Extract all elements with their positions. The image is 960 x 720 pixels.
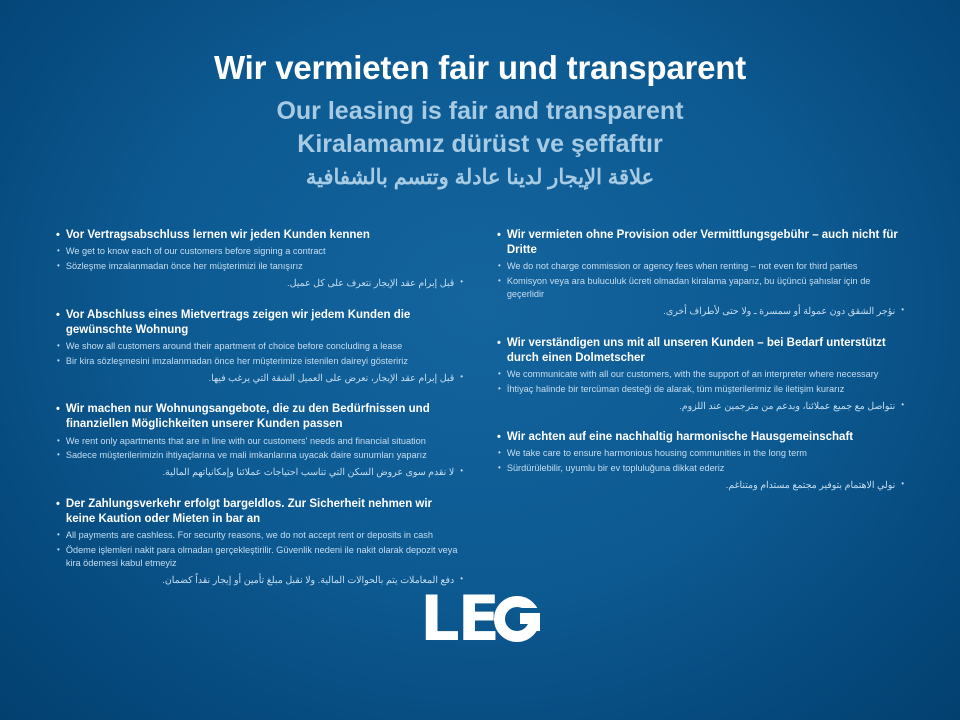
block-subline-arabic-text: نتواصل مع جميع عملائنا، وبدعم من مترجمين عند اللزوم. — [679, 399, 896, 411]
bullet-icon: • — [460, 466, 463, 476]
block-heading — [497, 336, 904, 366]
block-subline-arabic — [56, 371, 463, 385]
block-subline-arabic — [497, 478, 904, 492]
bullet-icon: • — [497, 336, 501, 349]
block-subline — [497, 383, 904, 396]
bullet-icon: • — [57, 261, 60, 271]
block-subline-arabic — [56, 276, 463, 290]
block-subline-arabic — [56, 465, 463, 479]
page-title-ar: علاقة الإيجار لدينا عادلة وتتسم بالشفافية — [305, 166, 655, 190]
bullet-icon: • — [57, 530, 60, 540]
block-subline-text: We do not charge commission or agency fees when renting – not even for third parties — [506, 261, 858, 272]
list-item — [56, 402, 463, 479]
page-title-tr: Kiralamamız dürüst ve şeffaftır — [297, 129, 663, 158]
list-item — [56, 497, 463, 587]
block-subline-text: İhtiyaç halinde bir tercüman desteği de alarak, tüm müşterilerimiz ile iletişim kurarız — [506, 383, 845, 394]
bullet-icon: • — [498, 368, 501, 378]
bullet-icon: • — [460, 371, 463, 381]
block-subline-text: Sözleşme imzalanmadan önce her müşterimizi ile tanışırız — [65, 261, 303, 272]
content-columns — [56, 228, 904, 587]
bullet-icon: • — [57, 545, 60, 555]
bullet-icon: • — [497, 229, 501, 241]
bullet-icon: • — [460, 573, 463, 583]
bullet-icon: • — [57, 246, 60, 256]
bullet-icon: • — [498, 276, 501, 286]
list-item — [497, 430, 904, 492]
block-subline — [56, 529, 463, 542]
bullet-icon: • — [498, 261, 501, 271]
block-subline — [497, 275, 904, 301]
block-subline — [56, 544, 463, 570]
block-subline-arabic-text: قبل إبرام عقد الإيجار، نعرض على العميل الشقة التي يرغب فيها. — [208, 371, 455, 383]
block-subline — [56, 449, 463, 462]
block-heading — [56, 308, 463, 338]
list-item — [497, 228, 904, 318]
bullet-icon: • — [56, 403, 60, 416]
block-heading — [497, 430, 904, 445]
list-item — [56, 308, 463, 385]
bullet-icon: • — [498, 383, 501, 393]
block-subline-arabic — [56, 573, 463, 587]
block-subline — [497, 260, 904, 273]
block-subline-text: Bir kira sözleşmesini imzalanmadan önce her müşterimize istenilen daireyi gösteririz — [65, 355, 408, 366]
bullet-icon: • — [57, 340, 60, 350]
right-column — [497, 228, 904, 587]
bullet-icon: • — [57, 450, 60, 460]
bullet-icon: • — [498, 448, 501, 458]
block-subline-arabic-text: دفع المعاملات يتم بالحوالات المالية. ولا نقبل مبلغ تأمين أو إيجار نقداً كضمان. — [162, 573, 455, 585]
block-subline — [56, 435, 463, 448]
block-subline — [497, 462, 904, 475]
block-subline-text: All payments are cashless. For security reasons, we do not accept rent or deposits in cash — [65, 530, 433, 541]
block-subline-text: Sadece müşterilerimizin ihtiyaçlarına ve mali imkanlarına uyacak daire sunumları yaparız — [65, 450, 427, 461]
block-subline-arabic-text: لا نقدم سوى عروض السكن التي تناسب احتياجات عملائنا وإمكانياتهم المالية. — [162, 466, 455, 478]
logo-text: LE — [420, 582, 498, 655]
list-item — [497, 336, 904, 413]
logo — [0, 582, 960, 655]
block-heading-text: Vor Vertragsabschluss lernen wir jeden Kunden kennen — [65, 229, 370, 241]
block-subline — [56, 340, 463, 353]
block-subline — [56, 260, 463, 273]
page-title-en: Our leasing is fair and transparent — [276, 96, 684, 125]
block-subline — [56, 355, 463, 368]
block-heading-text: Wir machen nur Wohnungsangebote, die zu den Bedürfnissen und finanziellen Möglichkeiten unserer Kunden passen — [65, 403, 430, 431]
bullet-icon: • — [57, 355, 60, 365]
bullet-icon: • — [497, 431, 501, 444]
block-subline — [56, 245, 463, 258]
block-subline-arabic — [497, 304, 904, 318]
left-column — [56, 228, 463, 587]
block-subline-text: Ödeme işlemleri nakit para olmadan gerçekleştirilir. Güvenlik nedeni ile nakit olarak depozit veya kira ödemesi kabul etmeyiz — [65, 545, 458, 569]
block-subline — [497, 447, 904, 460]
block-heading — [56, 497, 463, 527]
block-subline-text: We get to know each of our customers before signing a contract — [65, 246, 326, 257]
block-subline-text: Sürdürülebilir, uyumlu bir ev topluluğuna dikkat ederiz — [506, 463, 725, 474]
block-heading — [56, 228, 463, 243]
list-item — [56, 228, 463, 290]
block-subline-text: We communicate with all our customers, with the support of an interpreter where necessary — [506, 368, 879, 379]
heading-group — [0, 48, 960, 191]
block-subline-arabic-text: نؤجر الشقق دون عمولة أو سمسرة ـ ولا حتى لأطراف أخرى. — [663, 304, 896, 316]
block-subline-text: We rent only apartments that are in line with our customers' needs and financial situation — [65, 435, 426, 446]
block-subline-arabic-text: قبل إبرام عقد الإيجار نتعرف على كل عميل. — [287, 276, 455, 288]
leg-g-mark-icon — [494, 596, 540, 642]
bullet-icon: • — [901, 304, 904, 314]
block-subline-text: We take care to ensure harmonious housing communities in the long term — [506, 448, 807, 459]
bullet-icon: • — [56, 497, 60, 510]
bullet-icon: • — [57, 435, 60, 445]
bullet-icon: • — [901, 399, 904, 409]
page-title-de: Wir vermieten fair und transparent — [213, 49, 747, 86]
block-heading — [56, 402, 463, 432]
block-subline — [497, 368, 904, 381]
block-heading-text: Vor Abschluss eines Mietvertrags zeigen wir jedem Kunden die gewünschte Wohnung — [65, 308, 411, 336]
block-heading-text: Wir vermieten ohne Provision oder Vermittlungsgebühr – auch nicht für Dritte — [506, 229, 898, 257]
block-heading — [497, 228, 904, 258]
block-subline-arabic — [497, 399, 904, 413]
bullet-icon: • — [901, 479, 904, 489]
block-subline-text: Komisyon veya ara buluculuk ücreti olmadan kiralama yaparız, bu üçüncü şahıslar için de geçerlidir — [506, 276, 871, 300]
block-heading-text: Wir achten auf eine nachhaltig harmonische Hausgemeinschaft — [506, 431, 854, 444]
bullet-icon: • — [56, 229, 60, 241]
block-heading-text: Wir verständigen uns mit all unseren Kunden – bei Bedarf unterstützt durch einen Dolmetscher — [506, 336, 886, 364]
bullet-icon: • — [460, 276, 463, 286]
block-subline-arabic-text: نولي الاهتمام بتوفير مجتمع مستدام ومتناغم. — [725, 479, 896, 491]
logo-wrap — [420, 582, 540, 655]
bullet-icon: • — [56, 308, 60, 321]
bullet-icon: • — [498, 463, 501, 473]
block-subline-text: We show all customers around their apartment of choice before concluding a lease — [65, 340, 403, 351]
block-heading-text: Der Zahlungsverkehr erfolgt bargeldlos. Zur Sicherheit nehmen wir keine Kaution oder Mieten in bar an — [65, 497, 433, 526]
